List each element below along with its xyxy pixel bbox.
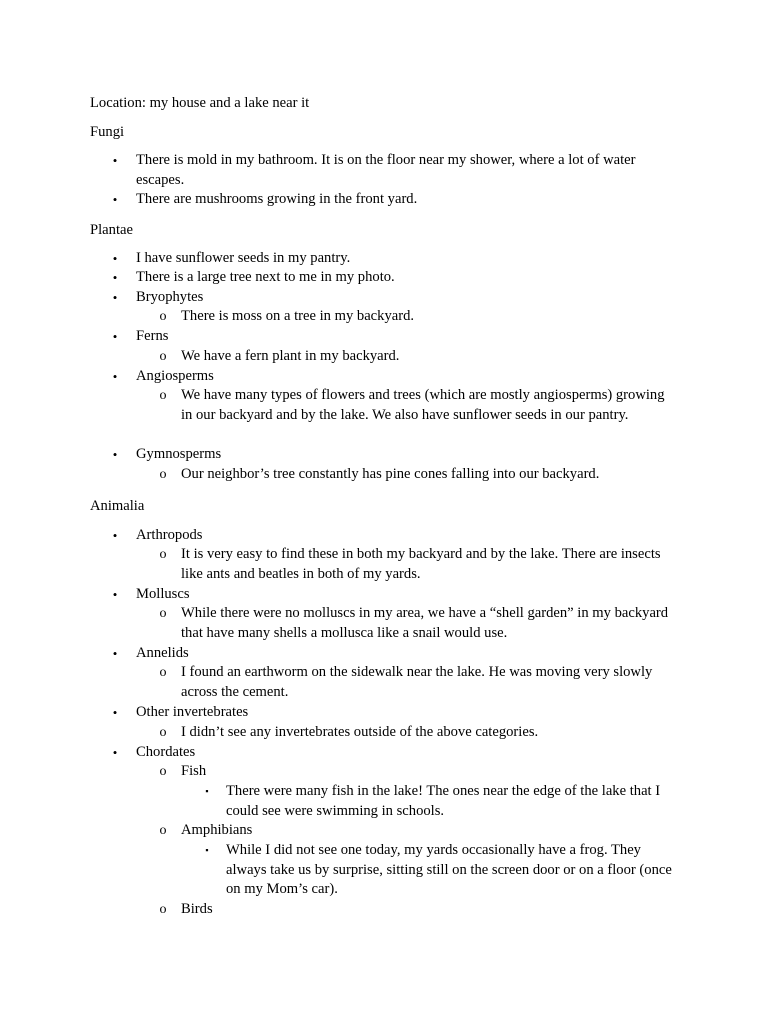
list-item: There are mushrooms growing in the front yard.: [136, 191, 418, 207]
list-item: Other invertebrates: [136, 704, 249, 720]
bullet-dot: •: [112, 587, 118, 602]
bullet-circle: o: [159, 665, 167, 680]
bullet-circle: o: [159, 725, 167, 740]
sub-sub-list-item: While I did not see one today, my yards occasionally have a frog. They always take us by surprise, sitting still on the screen door or on a floor (once on my Mom’s car).: [226, 842, 672, 898]
bullet-circle: o: [159, 309, 167, 324]
list-item: There is mold in my bathroom. It is on the floor near my shower, where a lot of water escapes.: [136, 152, 636, 188]
list-item: Chordates: [136, 744, 196, 760]
bullet-dot: •: [112, 251, 118, 266]
bullet-dot: •: [112, 745, 118, 760]
bullet-dot: •: [112, 329, 118, 344]
heading-animalia: Animalia: [90, 498, 145, 514]
list-item: Arthropods: [136, 527, 203, 543]
bullet-circle: o: [159, 349, 167, 364]
sub-list-item: I found an earthworm on the sidewalk near the lake. He was moving very slowly across the cement.: [181, 664, 653, 700]
list-item: Angiosperms: [136, 368, 214, 384]
list-item: I have sunflower seeds in my pantry.: [136, 250, 351, 266]
sub-list-item: I didn’t see any invertebrates outside of the above categories.: [181, 724, 539, 740]
sub-list-item: There is moss on a tree in my backyard.: [181, 308, 415, 324]
list-item: Molluscs: [136, 586, 190, 602]
bullet-circle: o: [159, 764, 167, 779]
sub-list-item: Fish: [181, 763, 207, 779]
bullet-dot: •: [112, 705, 118, 720]
bullet-dot: •: [112, 528, 118, 543]
sub-list-item: Our neighbor’s tree constantly has pine cones falling into our backyard.: [181, 466, 600, 482]
sub-list-item: While there were no molluscs in my area, we have a “shell garden” in my backyard that have many shells a mollusca like a snail would use.: [181, 605, 669, 641]
bullet-circle: o: [159, 547, 167, 562]
bullet-dot: •: [112, 153, 118, 168]
list-item: Ferns: [136, 328, 169, 344]
list-item: Bryophytes: [136, 289, 204, 305]
bullet-circle: o: [159, 467, 167, 482]
bullet-square: ▪: [205, 786, 209, 796]
bullet-dot: •: [112, 646, 118, 661]
bullet-square: ▪: [205, 845, 209, 855]
bullet-dot: •: [112, 447, 118, 462]
bullet-circle: o: [159, 606, 167, 621]
bullet-dot: •: [112, 369, 118, 384]
sub-list-item: We have many types of flowers and trees (which are mostly angiosperms) growing in our backyard and by the lake. We also have sunflower seeds in our pantry.: [181, 387, 665, 423]
list-item: Annelids: [136, 645, 189, 661]
list-item: There is a large tree next to me in my photo.: [136, 269, 395, 285]
bullet-circle: o: [159, 902, 167, 917]
location-line: Location: my house and a lake near it: [90, 95, 310, 111]
sub-list-item: We have a fern plant in my backyard.: [181, 348, 400, 364]
heading-plantae: Plantae: [90, 222, 133, 238]
list-item: Gymnosperms: [136, 446, 222, 462]
bullet-circle: o: [159, 388, 167, 403]
sub-sub-list-item: There were many fish in the lake! The ones near the edge of the lake that I could see were swimming in schools.: [226, 783, 661, 819]
bullet-dot: •: [112, 270, 118, 285]
bullet-dot: •: [112, 192, 118, 207]
heading-fungi: Fungi: [90, 124, 125, 140]
bullet-circle: o: [159, 823, 167, 838]
sub-list-item: Birds: [181, 901, 213, 917]
sub-list-item: Amphibians: [181, 822, 253, 838]
bullet-dot: •: [112, 290, 118, 305]
sub-list-item: It is very easy to find these in both my backyard and by the lake. There are insects like ants and beatles in both of my yards.: [181, 546, 661, 582]
